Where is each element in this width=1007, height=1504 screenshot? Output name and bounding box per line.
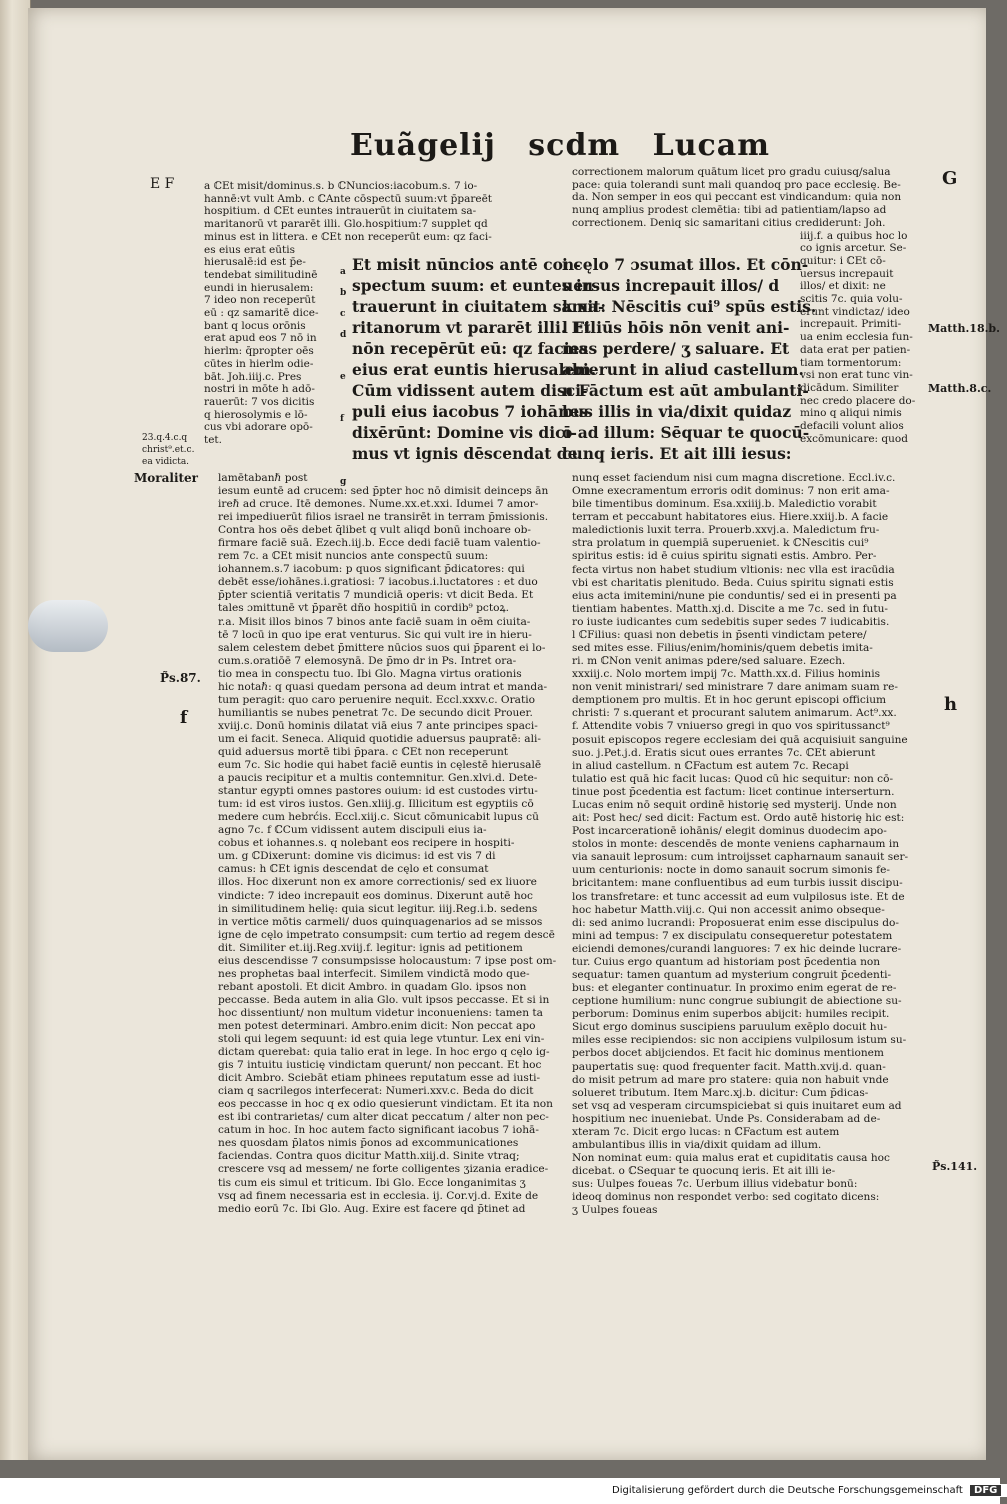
text-line: perbos docet abijciendos. Et facit hic dominus mentionem [572, 1047, 884, 1060]
text-line: crescere vsq ad messem/ ne forte colligentes ʒizania eradice- [218, 1163, 549, 1176]
text-line: bāt. Joh.iiij.c. Pres [204, 370, 302, 383]
text-line: um. g ℂDixerunt: domine vis dicimus: id est vis 7 di [218, 850, 496, 863]
text-line: paupertatis suę: quod frequenter facit. Matth.xvij.d. quan- [572, 1060, 886, 1073]
running-head-word-3: Lucam [652, 128, 770, 163]
text-line: in vertice mōtis carmeli/ duos quinquagenarios ad se missos [218, 915, 543, 928]
gloss-left-main [218, 472, 560, 1216]
text-line: ait: Post hec/ sed dicit: Factum est. Ordo autē historię hic est: [572, 812, 905, 825]
text-line: tur. Cuius ergo quantum ad historiam post p̄cedentia non [572, 955, 881, 968]
text-line: 7 ideo non receperūt [204, 294, 316, 307]
text-line: ideoq dominus non respondet verbo: sed cogitato dicens: [572, 1191, 880, 1204]
text-line: stra prolatum in quempiā superueniet. k ℂNescitis cui⁹ [572, 537, 869, 550]
text-line: tiam tormentorum: [800, 356, 902, 369]
text-line: q hierosolymis e lō- [204, 408, 308, 421]
text-line: correctionem malorum quātum licet pro gradu cuiusq/salua [572, 166, 891, 178]
text-line: i cęlo 7 ɔsumat illos. Et cōn- [562, 255, 809, 274]
text-line: dit. Similiter et.iij.Reg.xviij.f. legitur: ignis ad petitionem [218, 941, 523, 954]
text-line: erat apud eos 7 nō in [204, 332, 317, 345]
text-line: illos. Hoc dixerunt non ex amore correctionis/ sed ex liuore [218, 876, 537, 889]
text-line: eū : qz samaritē dice- [204, 307, 319, 320]
text-line: suo. j.Pet.j.d. Eratis sicut oues errantes 7c. ℂEt abierunt [572, 746, 876, 759]
text-line: a ℂEt misit/dominus.s. b ℂNuncios:iacobum.s. 7 io- [204, 180, 478, 192]
text-line: bus: et eleganter continuatur. In proximo enim egerat de re- [572, 982, 897, 995]
text-line: hic notaℏ: q quasi quedam persona ad deum intrat et manda- [218, 680, 548, 693]
text-line: o ad illum: Sēquar te quocū- [562, 423, 810, 442]
text-line: di: sed animo lucrandi: Proposuerat enim esse discipulus do- [572, 916, 899, 929]
text-line: sus: Uulpes foueas 7c. Uerbum illius videbatur bonū: [572, 1178, 858, 1191]
text-line: bricitantem: mane confluentibus ad eum turbis iussit discipu- [572, 877, 903, 890]
text-line: rebant apostoli. Et dicit Ambro. in quadam Glo. ipsos non [218, 980, 527, 993]
text-line: mini ad tempus: 7 ex discipulatu consequeretur potestatem [572, 929, 893, 942]
text-line: miles esse recipiendos: sic non accipiens vulpilosum istum su- [572, 1034, 907, 1047]
text-line: in similitudinem helię: quia sicut legitur. iiij.Reg.i.b. sedens [218, 902, 538, 915]
text-line: mas perdere/ ʒ saluare. Et [562, 339, 790, 358]
text-line: k xit: Nēscitis cui⁹ spūs estis. [562, 297, 817, 316]
credit-text: Digitalisierung gefördert durch die Deutsche Forschungsgemeinschaft [612, 1485, 963, 1496]
matthew-reference-2: Matth.8.c. [928, 382, 992, 395]
text-line: scitis 7c. quia volu- [800, 293, 903, 306]
book-fore-edge [0, 0, 31, 1460]
text-line: dicādum. Similiter [800, 381, 899, 394]
text-line: puli eius iacobus 7 iohānes [352, 402, 588, 421]
text-line: vbi est charitatis plenitudo. Beda. Cuius spiritu signati estis [572, 576, 894, 589]
text-line: xviij.c. Donū hominis dilatat viā eius 7 ante principes spaci- [218, 719, 538, 732]
text-line: eius acta imitemini/nune pie conduntis/ sed ei in presenti pa [572, 589, 897, 602]
text-line: p̄pter scientiā veritatis 7 mundiciā operis: vt dicit Beda. Et [218, 589, 534, 602]
text-line: uersus increpauit [800, 267, 894, 280]
text-line: nunq esset faciendum nisi cum magna discretione. Eccl.iv.c. [572, 472, 896, 484]
text-line: l ℂFilius: quasi non debetis in p̄senti vindictam petere/ [572, 628, 867, 641]
psalm-reference: P̃s.87. [160, 671, 201, 685]
text-line: Sicut ergo dominus suscipiens paruulum exēplo docuit hu- [572, 1021, 888, 1034]
text-line: hoc habetur Matth.viij.c. Qui non accessit animo obseque- [572, 903, 885, 916]
text-line: cum.s.oratiōē 7 elemosynā. De p̄mo dr in Ps. Intret ora- [218, 654, 517, 667]
text-line: sed mites esse. Filius/enim/hominis/quem debetis imita- [572, 642, 873, 655]
section-letter-f: f [180, 708, 188, 728]
text-line: Omne execramentum erroris odit dominus: 7 non erit ama- [572, 485, 890, 498]
text-line: da. Non semper in eos qui peccant est vindicandum: quia non [572, 191, 902, 204]
text-line: cūtes in hierlm odie- [204, 357, 314, 370]
text-line: demptionem pro multis. Et in hoc gerunt episcopi officium [572, 694, 887, 707]
running-head [350, 128, 770, 163]
text-line: maledictionis luxit terra. Prouerb.xxvj.a. Maledictum fru- [572, 524, 880, 537]
text-line: mus vt ignis dēscendat de [352, 444, 578, 463]
text-line: ritanorum vt pararēt illi. Et [352, 318, 591, 337]
text-line: rauerūt: 7 vos dicitis [204, 395, 315, 408]
text-line: tales ɔmittunē vt p̄parēt dño hospitiū in cordib⁹ pctoꝝ. [218, 602, 509, 615]
text-line: pace: quia tolerandi sunt mali quandoq pro pace ecclesię. Be- [572, 178, 901, 191]
text-line: spiritus estis: id ē cuius spiritu signati estis. Ambro. Per- [572, 550, 877, 563]
text-line: Cūm vidissent autem disci- [352, 381, 588, 400]
section-letter-g: G [942, 168, 958, 189]
text-line: hoc dissentiunt/ non multum videtur inconueniens: tamen ta [218, 1006, 543, 1019]
text-line: maritanorū vt pararēt illi. Glo.hospitium:7 supplet qd [204, 218, 488, 231]
text-line: cunq ieris. Et ait illi iesus: [562, 444, 792, 463]
text-line: Et misit nūncios antē con- [352, 255, 581, 274]
text-line: n Fāctum est aūt ambulanti- [562, 381, 809, 400]
text-line: catum in hoc. In hoc autem facto significant iacobus 7 iohā- [218, 1124, 539, 1137]
text-line: mino q aliqui nimis [800, 407, 902, 420]
text-line: bile timentibus dominum. Esa.xxiiij.b. Maledictio vorabit [572, 498, 877, 511]
text-line: rem 7c. a ℂEt misit nuncios ante conspectū suum: [218, 550, 489, 563]
text-line: nes prophetas baal interfecit. Similem vindictā modo que- [218, 967, 530, 980]
text-line: tum peragit: quo caro peruenire nequit. Eccl.xxxv.c. Oratio [218, 693, 536, 706]
text-line: est ibi contrarietas/ cum alter dicat peccatum / alter non pec- [218, 1111, 549, 1124]
text-line: tum: id est viros iustos. Gen.xliij.g. Illicitum est egyptiis cō [218, 798, 534, 811]
text-line: gis 7 intuitu iusticię vindictam querunt/ non peccant. Et hoc [218, 1059, 542, 1072]
text-line: medere cum hebrćis. Eccl.xiij.c. Sicut cōmunicabit lupus cū [218, 811, 539, 824]
text-line: tio mea in conspectu tuo. Ibi Glo. Magna virtus orationis [218, 667, 522, 680]
text-line: minus est in littera. e ℂEt non receperūt eum: qz faci- [204, 230, 492, 243]
text-line: los transfretare: et tunc accessit ad eum vulpilosus iste. Et de [572, 890, 905, 903]
text-line: dicebat. o ℂSequar te quocunq ieris. Et ait illi ie- [572, 1165, 836, 1178]
text-line: in aliud castellum. n ℂFactum est autem 7c. Recapi [572, 759, 849, 772]
text-line: Lucas enim nō sequit ordinē historię sed mysterij. Unde non [572, 798, 897, 811]
text-line: do misit petrum ad mare pro statere: quia non habuit vnde [572, 1073, 889, 1086]
text-line: nōn recepērūt eū: qz facies [352, 339, 589, 358]
text-line: r.a. Misit illos binos 7 binos ante faciē suam in oēm ciuita- [218, 615, 531, 628]
text-line: ireℏ ad cruce. Itē demones. Nume.xx.et.xxi. Idumei 7 amor- [218, 498, 539, 511]
text-line: nostri in mōte h adō- [204, 383, 315, 396]
text-line: solueret tributum. Item Marc.xj.b. dicitur: Cum p̄dicas- [572, 1086, 869, 1099]
text-line: eum 7c. Sic hodie qui habet faciē euntis in cęlestē hierusalē [218, 759, 542, 772]
text-line: men potest determinari. Ambro.enim dicit: Non peccat apo [218, 1019, 536, 1032]
text-line: christi: 7 s.querant et procurant salutem animarum. Act⁹.xx. [572, 707, 897, 720]
text-line: spectum suum: et euntes in- [352, 276, 600, 295]
text-line: ambulantibus illis in via/dixit quidam ad illum. [572, 1138, 822, 1151]
text-line: dictam querebat: quia talio erat in lege. In hoc ergo q cęlo ig- [218, 1046, 550, 1059]
text-line: ro iuste iudicantes cum sedebitis super sedes 7 iudicabitis. [572, 615, 890, 628]
scripture-letters-left: a b c d e f g [340, 267, 347, 487]
text-line: iesum euntē ad crucem: sed p̄pter hoc nō dimisit deinceps ān [218, 485, 549, 498]
text-line: hospitium nec inueniebat. Unde Ps. Considerabam ad de- [572, 1112, 881, 1125]
text-line: dixērūnt: Domine vis dicī- [352, 423, 577, 442]
text-line: perborum: Dominus enim superbos abijcit: humiles recipit. [572, 1008, 890, 1021]
text-line: via sanauit leprosum: cum introijsset capharnaum sanauit ser- [572, 851, 909, 864]
text-line: illos/ et dixit: ne [800, 280, 886, 293]
text-line: f. Attendite vobis 7 vniuerso gregi in quo vos spiritussanct⁹ [572, 720, 890, 733]
text-line: cobus et iohannes.s. q nolebant eos recipere in hospiti- [218, 837, 515, 850]
text-line: a paucis recipitur et a multis contemnitur. Gen.xlvi.d. Dete- [218, 772, 538, 785]
text-line: ʒ Uulpes foueas [572, 1204, 658, 1217]
text-line: vsi non erat tunc vin- [800, 369, 913, 382]
text-line: medio eorū 7c. Ibi Glo. Aug. Exire est facere qd p̄tinet ad [218, 1202, 526, 1215]
text-line: trauerunt in ciuitatem sama- [352, 297, 605, 316]
text-line: fecta virtus non habet studium vltionis: nec vlla est iracūdia [572, 563, 895, 576]
text-line: hierlm: q̄propter oēs [204, 345, 314, 358]
text-line: um ei facit. Seneca. Aliquid quotidie aduersus paupratē: ali- [218, 732, 541, 745]
text-line: uum centurionis: nocte in domo sanauit socrum simonis fe- [572, 864, 890, 877]
text-line: tinue post p̄cedentia est factum: licet continue interserturn. [572, 785, 895, 798]
text-line: xteram 7c. Dicit ergo lucas: n ℂFactum est autem [572, 1125, 840, 1138]
text-line: quitur: i ℂEt cō- [800, 254, 886, 267]
text-line: eius descendisse 7 consumpsisse holocaustum: 7 ipse post om- [218, 954, 557, 967]
text-line: set vsq ad vesperam circumspiciebat si quis inuitaret eum ad [572, 1099, 902, 1112]
text-line: stoli qui legem sequunt: id est quia lege vtuntur. Lex eni vin- [218, 1033, 545, 1046]
text-line: cus vbi adorare opō- [204, 421, 313, 434]
text-line: increpauit. Primiti- [800, 318, 902, 331]
text-line: debēt esse/iohānes.i.gratiosi: 7 iacobus.i.luctatores : et duo [218, 576, 538, 589]
text-line: peccasse. Beda autem in alia Glo. vult ipsos peccasse. Et si in [218, 993, 550, 1006]
text-line: tē 7 locū in quo ipe erat venturus. Sic qui vult ire in hieru- [218, 628, 532, 641]
text-line: iohannem.s.7 iacobum: p quos significant p̄dicatores: qui [218, 563, 525, 576]
text-line: camus: h ℂEt ignis descendat de cęlo et consumat [218, 863, 489, 876]
text-line: abierunt in aliud castellum. [562, 360, 804, 379]
text-line: excōmunicare: quod [800, 432, 908, 445]
left-margin-mark: E F [150, 176, 175, 192]
text-line: firmare faciē suā. Ezech.iij.b. Ecce dedi faciē tuam valentio- [218, 537, 541, 550]
text-line: vsq ad finem necessaria est in ecclesia. ij. Cor.vj.d. Exite de [218, 1189, 539, 1202]
text-line: eos peccasse in hoc q ex odio quesierunt vindictam. Et ita non [218, 1098, 553, 1111]
text-line: eius erat euntis hierusalem. [352, 360, 597, 379]
text-line: tendebat similitudinē [204, 268, 318, 281]
left-margin-reference: 23.q.4.c.q christ⁹.et.c. ea vidicta. [142, 433, 195, 467]
text-line: non venit ministrari/ sed ministrare 7 dare animam suam re- [572, 681, 898, 694]
section-letter-h: h [944, 694, 958, 715]
moraliter-label: Moraliter [134, 471, 199, 485]
page-holder-clip [28, 600, 108, 652]
text-line: erunt vindictaz/ ideo [800, 305, 910, 318]
matthew-reference-1: Matth.18.b. [928, 322, 1000, 335]
text-line: hierusalē:id est p̄e- [204, 256, 306, 269]
text-line: salem celestem debet p̄mittere nūcios suos qui p̄parent ei lo- [218, 641, 546, 654]
scripture-column-left [352, 254, 605, 464]
text-line: agno 7c. f ℂCum vidissent autem discipuli eius ia- [218, 824, 487, 837]
gloss-right-top [572, 166, 928, 445]
text-line: rei impediuerūt filios israel ne transirēt in terram p̄missionis. [218, 511, 549, 524]
psalm-reference-2: P̃s.141. [932, 1160, 978, 1173]
text-line: igne de cęlo impetrato consumpsit: cum tertio ad regem descē [218, 928, 555, 941]
text-line: tet. [204, 434, 222, 447]
running-head-word-1: Euãgelij [350, 128, 496, 163]
text-line: hannē:vt vult Amb. c ℂAnte cōspectū suum:vt p̄pareēt [204, 192, 493, 205]
text-line: Post incarcerationē iohānis/ elegit dominus duodecim apo- [572, 825, 887, 838]
text-line: stantur egypti omnes pastores ouium: id est custodes virtu- [218, 785, 538, 798]
text-line: eiciendi demones/curandi languores: 7 ex hic deinde lucrare- [572, 942, 902, 955]
text-line: correctionem. Deniq sic samaritani citius crediderunt: Joh. [572, 216, 886, 229]
text-line: Contra hos oēs debet q̄libet q vult aliqd bonū inchoare ob- [218, 524, 531, 537]
text-line: ua enim ecclesia fun- [800, 331, 913, 344]
digitization-credit [606, 1484, 1007, 1497]
text-line: stolos in monte: descendēs de monte veniens capharnaum in [572, 838, 900, 851]
text-line: Non nominat eum: quia malus erat et cupiditatis causa hoc [572, 1152, 890, 1165]
text-line: co ignis arcetur. Se- [800, 242, 907, 255]
text-line: bant q locus orōnis [204, 319, 306, 332]
text-line: uersus increpauit illos/ d [562, 276, 780, 295]
text-line: nes quosdam p̄latos nimis p̄onos ad excommunicationes [218, 1137, 519, 1150]
text-line: eundi in hierusalem: [204, 281, 314, 294]
text-line: bus illis in via/dixit quidaz [562, 402, 792, 421]
dfg-logo: DFG [970, 1485, 1001, 1496]
text-line: iiij.f. a quibus hoc lo [800, 229, 908, 242]
text-line: quid aduersus mortē tibi p̄para. c ℂEt non receperunt [218, 745, 509, 758]
text-line: nunq amplius prodest clemētia: tibi ad patientiam/lapso ad [572, 204, 887, 217]
text-line: tientiam habentes. Matth.xj.d. Discite a me 7c. sed in futu- [572, 602, 888, 615]
text-line: posuit episcopos regere ecclesiam dei quā acquisiuit sanguine [572, 733, 908, 746]
text-line: data erat per patien- [800, 343, 911, 356]
text-line: vindicte: 7 ideo increpauit eos dominus. Dixerunt autē hoc [218, 889, 533, 902]
text-line: nec credo placere do- [800, 394, 916, 407]
text-line: humiliantis se nubes penetrat 7c. De secundo dicit Prouer. [218, 706, 533, 719]
text-line: dicit Ambro. Sciebāt etiam phinees reputatum esse ad iusti- [218, 1072, 541, 1085]
text-line: es eius erat eūtis [204, 243, 295, 256]
text-line: lamētabanℏ post [218, 472, 308, 484]
text-line: tulatio est quā hic facit lucas: Quod cū hic sequitur: non cō- [572, 772, 894, 785]
text-line: ri. m ℂNon venit animas pdere/sed saluare. Ezech. [572, 655, 846, 668]
text-line: terram et peccabunt habitatores eius. Hiere.xxiij.b. A facie [572, 511, 889, 524]
text-line: ceptione humilium: nunc congrue subiungit de abiectione su- [572, 995, 902, 1008]
running-head-word-2: scdm [528, 128, 621, 163]
text-line: tis cum eis simul et triticum. Ibi Glo. Ecce longanimitas ʒ [218, 1176, 526, 1189]
text-line: hospitium. d ℂEt euntes intrauerūt in ciuitatem sa- [204, 205, 477, 218]
text-line: l Filiūs hōis nōn venit ani- [562, 318, 790, 337]
text-line: ciam q sacrilegos interfecerat: Numeri.xxv.c. Beda do dicit [218, 1085, 534, 1098]
text-line: faciendas. Contra quos dicitur Matth.xiij.d. Sinite vtraq; [218, 1150, 520, 1163]
gloss-right-main [572, 472, 928, 1217]
text-line: xxxiij.c. Nolo mortem impij 7c. Matth.xx.d. Filius hominis [572, 668, 881, 681]
text-line: defacili volunt alios [800, 420, 904, 433]
text-line: sequatur: tamen quantum ad mysterium congruit p̄cedenti- [572, 968, 892, 981]
